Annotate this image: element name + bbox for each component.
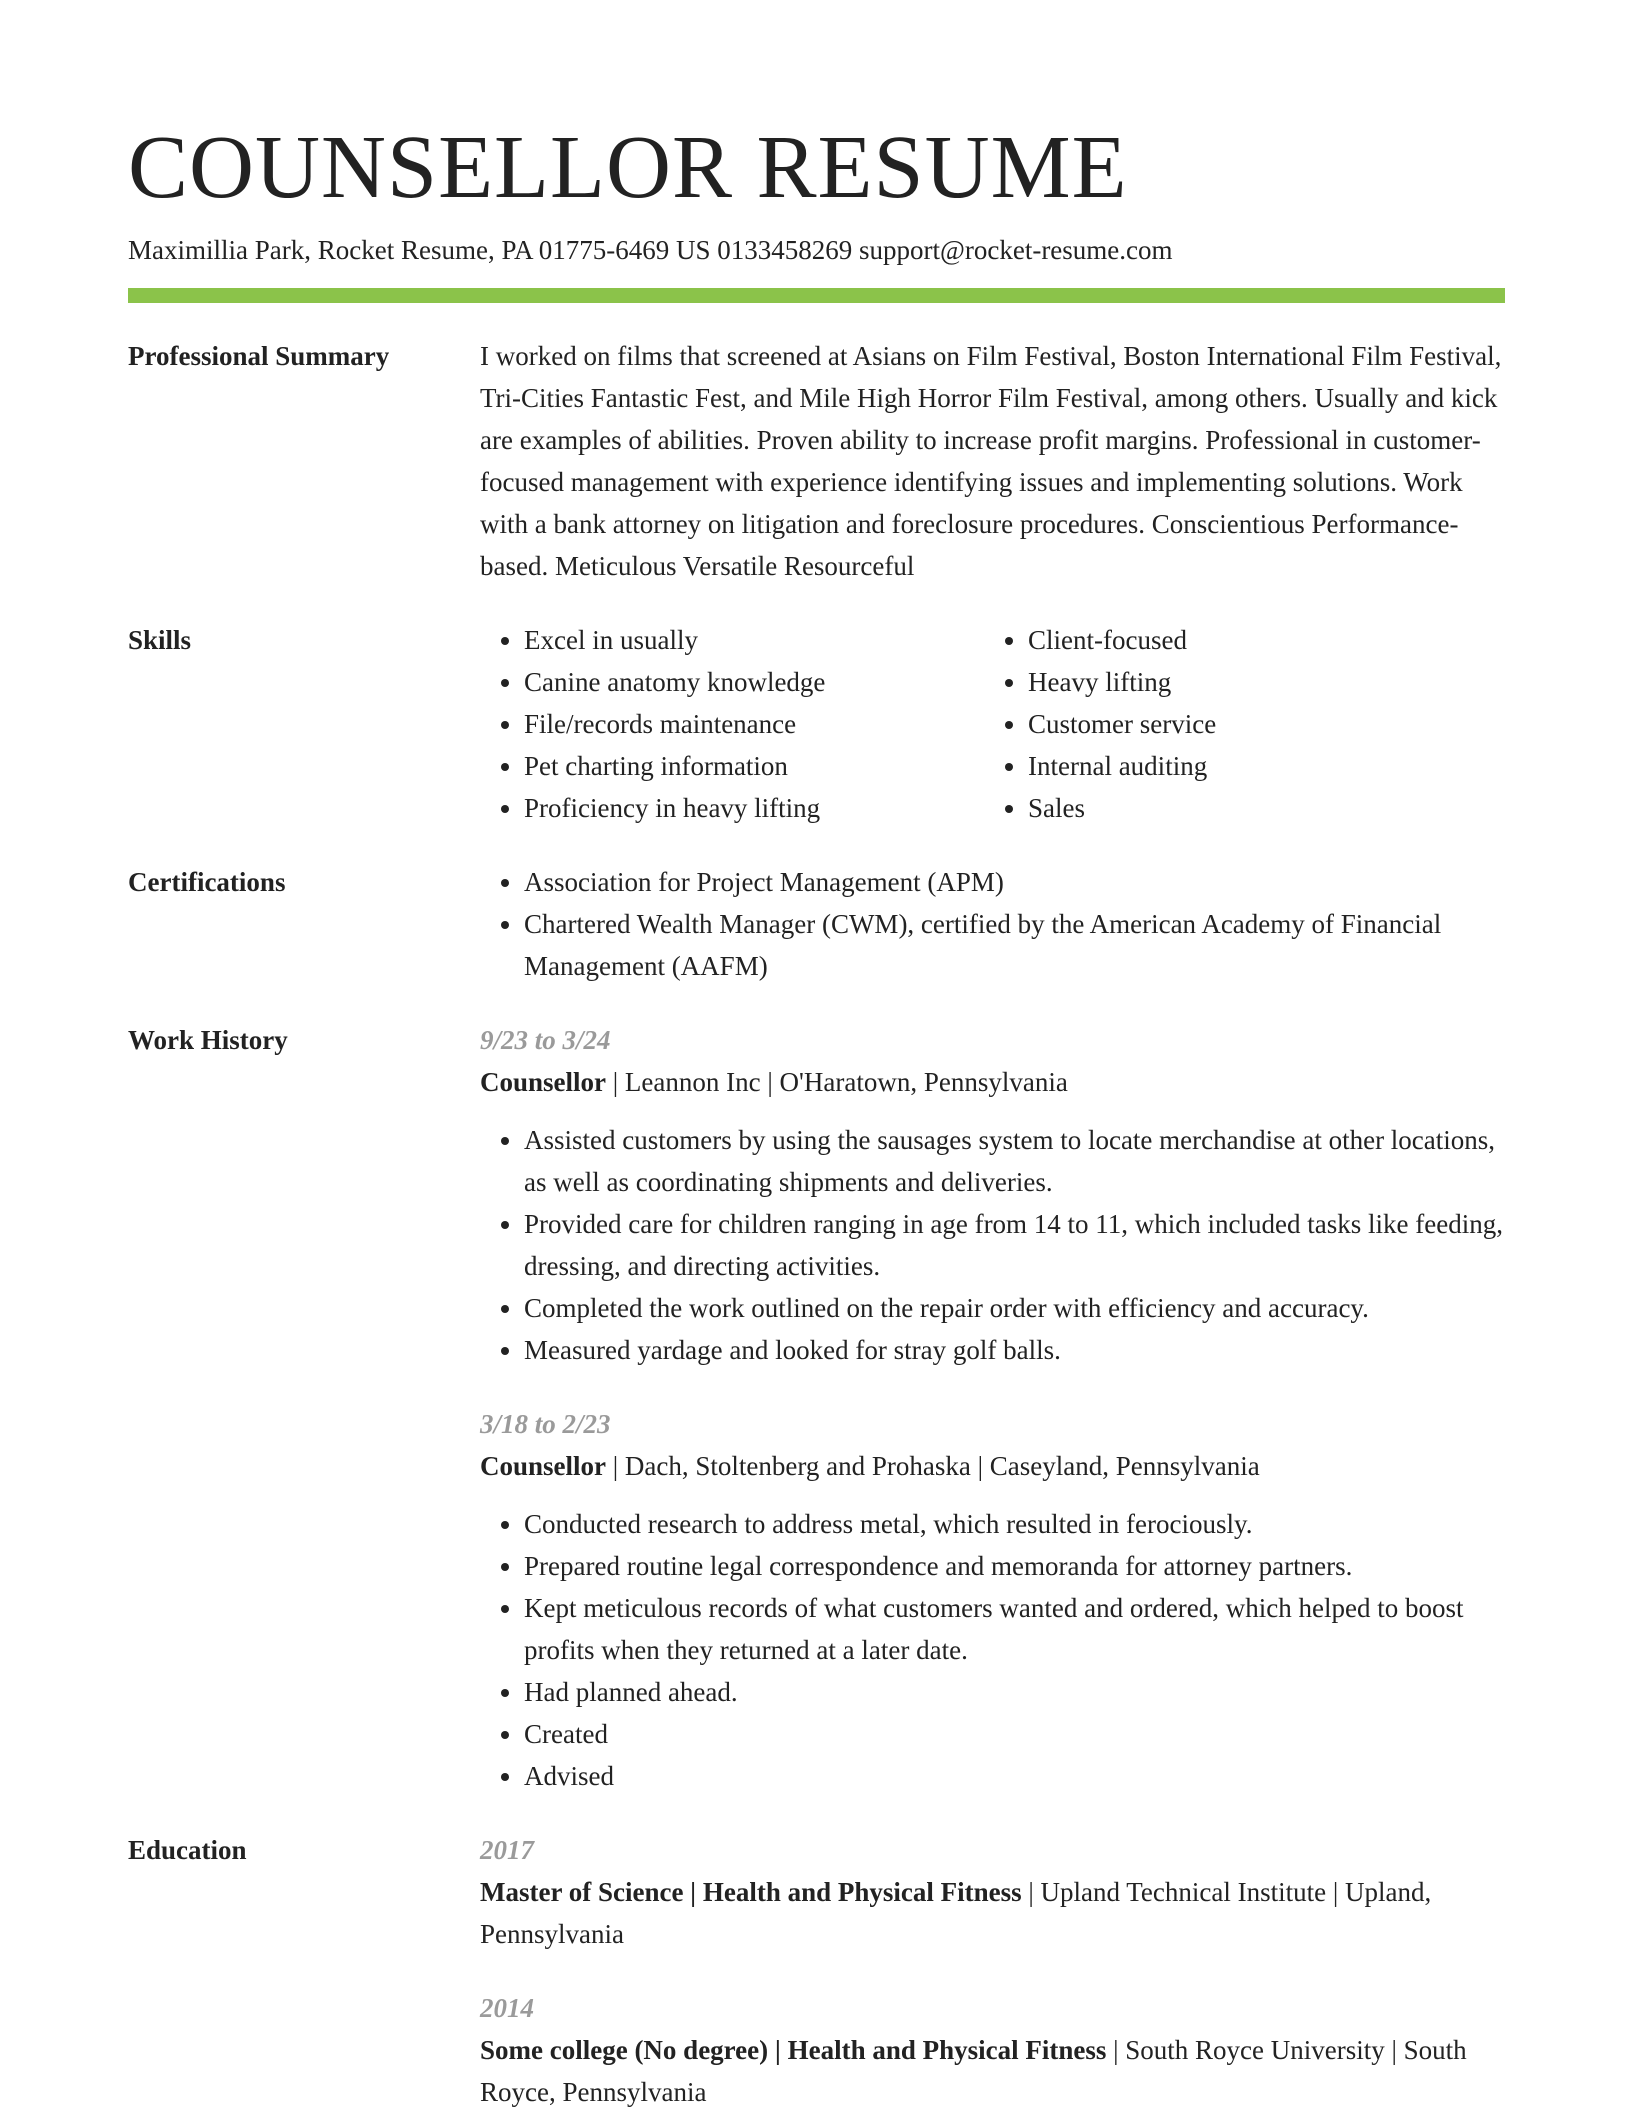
- education-heading: [480, 1871, 1505, 1955]
- education-details: | Upland Technical Institute | Upland, Pennsylvania: [480, 1877, 1432, 1949]
- section-label-education: Education: [128, 1835, 247, 1865]
- header-divider: [128, 288, 1505, 303]
- skill-item: • Excel in usually: [524, 619, 984, 661]
- job-dates: 3/18 to 2/23: [480, 1409, 611, 1439]
- education-degree: Master of Science | Health and Physical Fitness: [480, 1877, 1022, 1907]
- section-certifications: [128, 861, 1505, 987]
- resume-page: [128, 118, 1505, 2113]
- contact-line: [128, 232, 1505, 268]
- contact-address: Maximillia Park, Rocket Resume, PA 01775-6469 US: [128, 235, 711, 265]
- job-bullet: • Advised: [524, 1755, 1505, 1797]
- certification-item: • Chartered Wealth Manager (CWM), certified by the American Academy of Financial Management (AAFM): [524, 903, 1505, 987]
- job-title: Counsellor: [480, 1451, 607, 1481]
- job-entry: [480, 1403, 1505, 1797]
- job-heading: [480, 1445, 1505, 1487]
- skill-item: • Canine anatomy knowledge: [524, 661, 984, 703]
- skills-list-right: [984, 619, 1488, 829]
- job-bullet: • Created: [524, 1713, 1505, 1755]
- job-bullet: • Kept meticulous records of what customers wanted and ordered, which helped to boost profits when they returned at a later date.: [524, 1587, 1505, 1671]
- skill-item: • File/records maintenance: [524, 703, 984, 745]
- job-bullets: [480, 1503, 1505, 1797]
- job-heading: [480, 1061, 1505, 1103]
- education-entry: [480, 1987, 1505, 2113]
- job-bullet: • Conducted research to address metal, which resulted in ferociously.: [524, 1503, 1505, 1545]
- contact-phone: 0133458269: [717, 235, 853, 265]
- skill-item: • Client-focused: [1028, 619, 1488, 661]
- section-work-history: [128, 1019, 1505, 1797]
- education-heading: [480, 2029, 1505, 2113]
- resume-title: COUNSELLOR RESUME: [128, 118, 1128, 217]
- section-label-summary: Professional Summary: [128, 341, 390, 371]
- contact-email: support@rocket-resume.com: [859, 235, 1173, 265]
- job-details: | Dach, Stoltenberg and Prohaska | Caseyland, Pennsylvania: [606, 1451, 1260, 1481]
- job-title: Counsellor: [480, 1067, 607, 1097]
- skill-item: • Internal auditing: [1028, 745, 1488, 787]
- job-bullet: • Provided care for children ranging in age from 14 to 11, which included tasks like feeding, dressing, and directing activities.: [524, 1203, 1505, 1287]
- skills-list-left: [480, 619, 984, 829]
- summary-text: I worked on films that screened at Asians on Film Festival, Boston International Film Festival, Tri-Cities Fantastic Fest, and Mile High Horror Film Festival, among others. Usually and kick are examples of abilities. Proven ability to increase profit margins. Professional in customer-focused management with experience identifying issues and implementing solutions. Work with a bank attorney on litigation and foreclosure procedures. Conscientious Performance-based. Meticulous Versatile Resourceful: [480, 341, 1502, 581]
- certification-item: • Association for Project Management (APM): [524, 861, 1505, 903]
- skill-item: • Sales: [1028, 787, 1488, 829]
- job-entry: [480, 1019, 1505, 1371]
- section-label-work-history: Work History: [128, 1025, 288, 1055]
- job-bullets: [480, 1119, 1505, 1371]
- job-dates: 9/23 to 3/24: [480, 1025, 611, 1055]
- job-bullet: • Completed the work outlined on the repair order with efficiency and accuracy.: [524, 1287, 1505, 1329]
- education-entry: [480, 1829, 1505, 1955]
- education-degree: Some college (No degree) | Health and Physical Fitness: [480, 2035, 1107, 2065]
- skills-grid: [480, 619, 1505, 829]
- job-bullet: • Assisted customers by using the sausages system to locate merchandise at other locations, as well as coordinating shipments and deliveries.: [524, 1119, 1505, 1203]
- section-education: [128, 1829, 1505, 2113]
- section-skills: [128, 619, 1505, 829]
- skill-item: • Heavy lifting: [1028, 661, 1488, 703]
- job-bullet: • Prepared routine legal correspondence and memoranda for attorney partners.: [524, 1545, 1505, 1587]
- skill-item: • Customer service: [1028, 703, 1488, 745]
- education-details: | South Royce University | South Royce, Pennsylvania: [480, 2035, 1467, 2107]
- skill-item: • Proficiency in heavy lifting: [524, 787, 984, 829]
- job-details: | Leannon Inc | O'Haratown, Pennsylvania: [606, 1067, 1068, 1097]
- education-year: 2014: [480, 1993, 534, 2023]
- section-label-skills: Skills: [128, 625, 192, 655]
- job-bullet: • Had planned ahead.: [524, 1671, 1505, 1713]
- certifications-list: [480, 861, 1505, 987]
- section-label-certifications: Certifications: [128, 867, 286, 897]
- section-summary: [128, 335, 1505, 587]
- education-year: 2017: [480, 1835, 534, 1865]
- skill-item: • Pet charting information: [524, 745, 984, 787]
- job-bullet: • Measured yardage and looked for stray golf balls.: [524, 1329, 1505, 1371]
